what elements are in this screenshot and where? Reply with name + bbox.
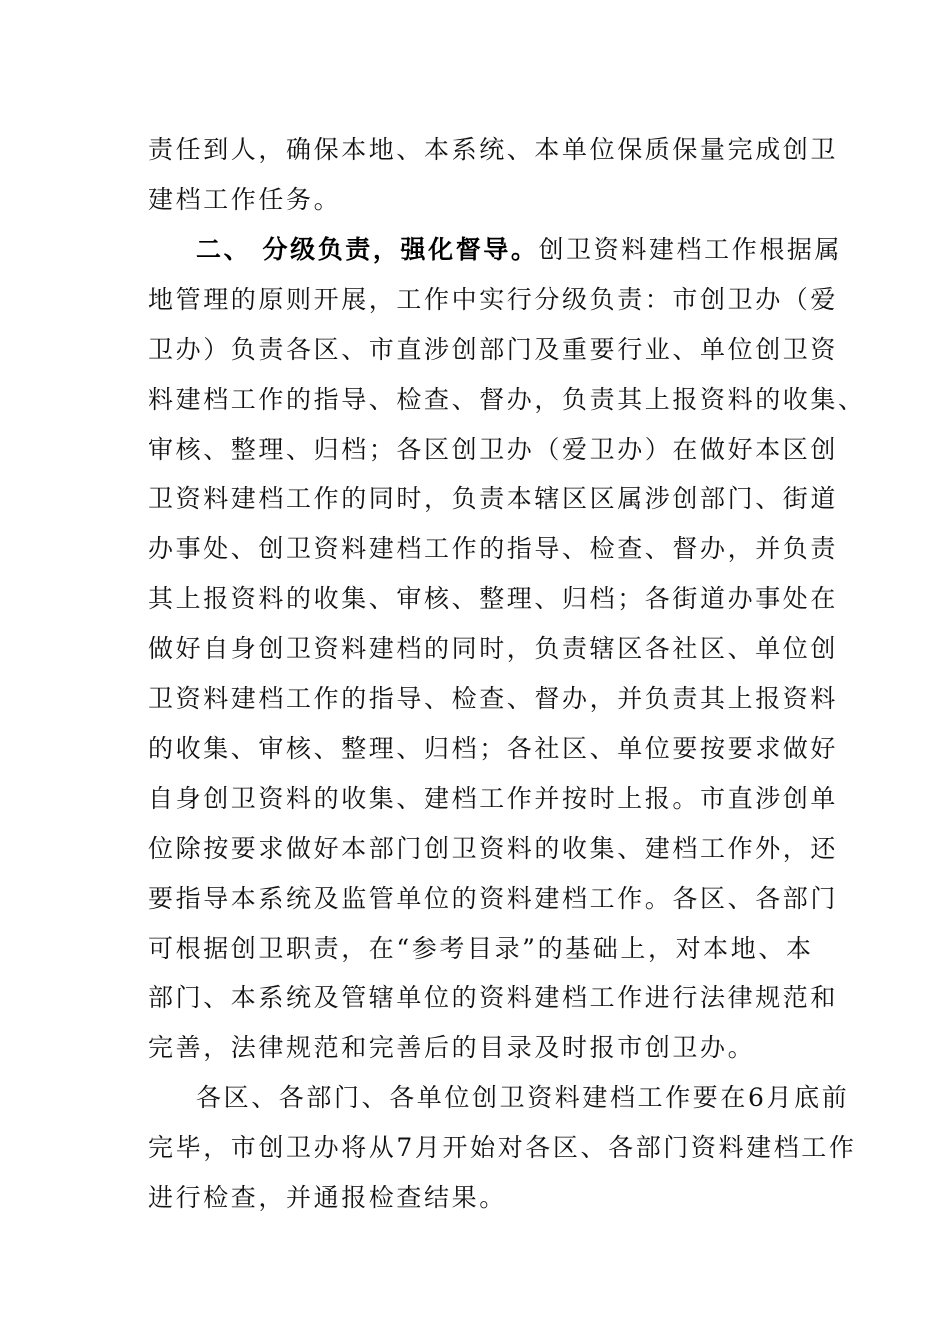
paragraph-2-line-5: 审核、整理、归档；各区创卫办（爱卫办）在做好本区创 <box>148 435 839 464</box>
paragraph-2-line-10: 卫资料建档工作的指导、检查、督办，并负责其上报资料 <box>148 684 839 713</box>
paragraph-2-line-4: 料建档工作的指导、检查、督办，负责其上报资料的收集、 <box>148 385 866 414</box>
paragraph-2-line-7: 办事处、创卫资料建档工作的指导、检查、督办，并负责 <box>148 534 839 563</box>
section-2-first-line <box>196 233 842 267</box>
paragraph-2-line-1: 创卫资料建档工作根据属 <box>538 235 843 264</box>
paragraph-1-line-2: 建档工作任务。 <box>148 185 342 214</box>
paragraph-3-line-1: 各区、各部门、各单位创卫资料建档工作要在6月底前 <box>196 1083 850 1112</box>
paragraph-2-line-2: 地管理的原则开展，工作中实行分级负责：市创卫办（爱 <box>148 285 839 314</box>
paragraph-2-line-6: 卫资料建档工作的同时，负责本辖区区属涉创部门、街道 <box>148 484 839 513</box>
paragraph-2-line-17: 完善，法律规范和完善后的目录及时报市创卫办。 <box>148 1033 756 1062</box>
paragraph-2-line-3: 卫办）负责各区、市直涉创部门及重要行业、单位创卫资 <box>148 335 839 364</box>
paragraph-3-line-3: 进行检查，并通报检查结果。 <box>148 1183 507 1212</box>
paragraph-2-line-13: 位除按要求做好本部门创卫资料的收集、建档工作外，还 <box>148 834 839 863</box>
paragraph-2-line-12: 自身创卫资料的收集、建档工作并按时上报。市直涉创单 <box>148 784 839 813</box>
paragraph-2-line-14: 要指导本系统及监管单位的资料建档工作。各区、各部门 <box>148 884 839 913</box>
paragraph-1-line-1: 责任到人，确保本地、本系统、本单位保质保量完成创卫 <box>148 135 839 164</box>
paragraph-2-line-15: 可根据创卫职责，在“参考目录”的基础上，对本地、本 <box>148 934 814 963</box>
paragraph-3-line-2: 完毕，市创卫办将从7月开始对各区、各部门资料建档工作 <box>148 1133 857 1162</box>
section-2-heading: 二、 分级负责，强化督导。 <box>196 235 539 264</box>
paragraph-2-line-8: 其上报资料的收集、审核、整理、归档；各街道办事处在 <box>148 584 839 613</box>
paragraph-2-line-9: 做好自身创卫资料建档的同时，负责辖区各社区、单位创 <box>148 634 839 663</box>
paragraph-2-line-16: 部门、本系统及管辖单位的资料建档工作进行法律规范和 <box>148 983 839 1012</box>
paragraph-2-line-11: 的收集、审核、整理、归档；各社区、单位要按要求做好 <box>148 734 839 763</box>
